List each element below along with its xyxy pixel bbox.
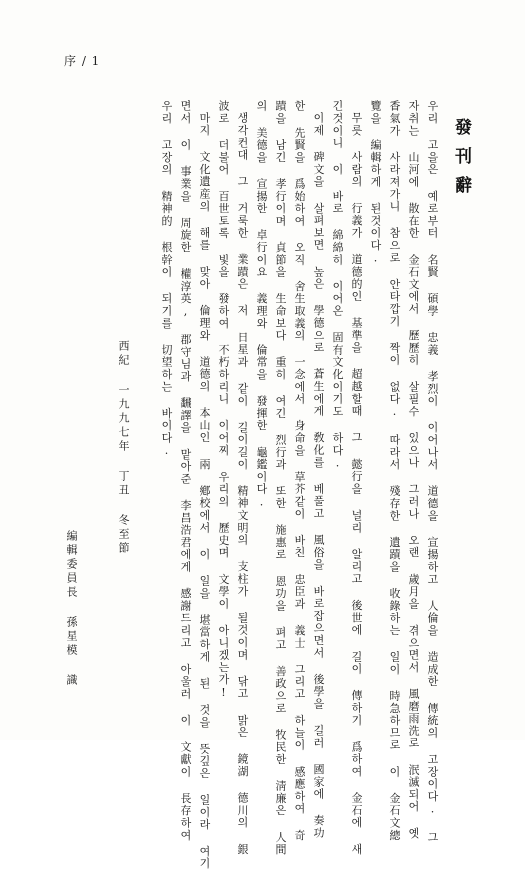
text-column-6: 긴것이니 이 바로 綿綿히 이어온 固有文化이기도 하다.	[331, 100, 344, 471]
text-column-13: 마지 文化遺産의 해를 맞아 倫理와 道德의 本山인 兩 鄕校에서 이 일을 堪當하게 된 것을 뜻깊은 일이라 여기	[198, 112, 211, 870]
text-column-15: 우리 고장의 精神的 根幹이 되기를 切望하는 바이다.	[160, 100, 173, 459]
signature-line: 編輯委員長 孫星模 識	[65, 530, 78, 688]
text-column-8: 한 先賢을 爲始하여 오직 舍生取義의 一念에서 身命을 草芥같이 바친 忠臣과 義士 그리고 하늘이 感應하여 奇	[293, 100, 306, 842]
text-column-10: 의 美德을 宣揚한 卓行이요 義理와 倫常을 發揮한 龜鑑이다.	[255, 100, 268, 510]
text-column-4: 覽을 編輯하게 된것이다.	[369, 100, 382, 266]
text-column-5: 무릇 사람의 行義가 道德的인 基準을 超越할때 그 懿行을 널리 알리고 後世에 길이 傳하기 爲하여 金石에 새	[350, 112, 363, 856]
text-column-7: 이제 碑文을 살펴보면 높은 學德으로 蒼生에게 敎化를 베풀고 風俗을 바로잡으면서 後學을 길러 國家에 奏功	[312, 112, 325, 840]
document-title: 發刊辭	[451, 118, 471, 205]
text-column-3: 香氣가 사라져가니 참으로 안타깝기 짝이 없다. 따라서 殘存한 遺蹟을 收錄하는 일이 時急하므로 이 金石文總	[388, 100, 401, 842]
text-column-12: 波로 더불어 百世토록 빛을 發하여 不朽하리니 이어찌 우리의 歷史며 文學이 아니겠는가!	[217, 100, 230, 701]
text-column-1: 우리 고을은 예로부터 名賢 碩學 忠義 孝烈이 이어나서 道德을 宣揚하고 人倫을 造成한 傳統의 고장이다. 그	[426, 100, 439, 844]
text-column-2: 자취는 山河에 散在한 金石文에서 歷歷히 살필수 있으나 그러나 오랜 歲月을 겪으면서 風磨雨洗로 泯滅되어 옛	[407, 100, 420, 840]
text-column-9: 蹟을 남긴 孝行이며 貞節을 生命보다 重히 여긴 烈行과 또한 施惠로 恩功을 펴고 善政으로 牧民한 淸廉은 人間	[274, 100, 287, 856]
text-column-14: 면서 이 事業을 周旋한 權淳英, 郡守님과 飜譯을 맡아준 李昌浩君에게 感謝드리고 아울러 이 文獻이 長存하여	[179, 100, 192, 842]
page-number-label: 序 / 1	[64, 54, 101, 68]
date-line: 西紀 一九九七年 丁丑 冬至節	[117, 340, 130, 556]
text-column-11: 생각컨대 그 거룩한 業蹟은 저 日星과 같이 길이길이 精神文明의 支柱가 될것이며 닦고 맑은 鏡湖 德川의 銀	[236, 112, 249, 856]
